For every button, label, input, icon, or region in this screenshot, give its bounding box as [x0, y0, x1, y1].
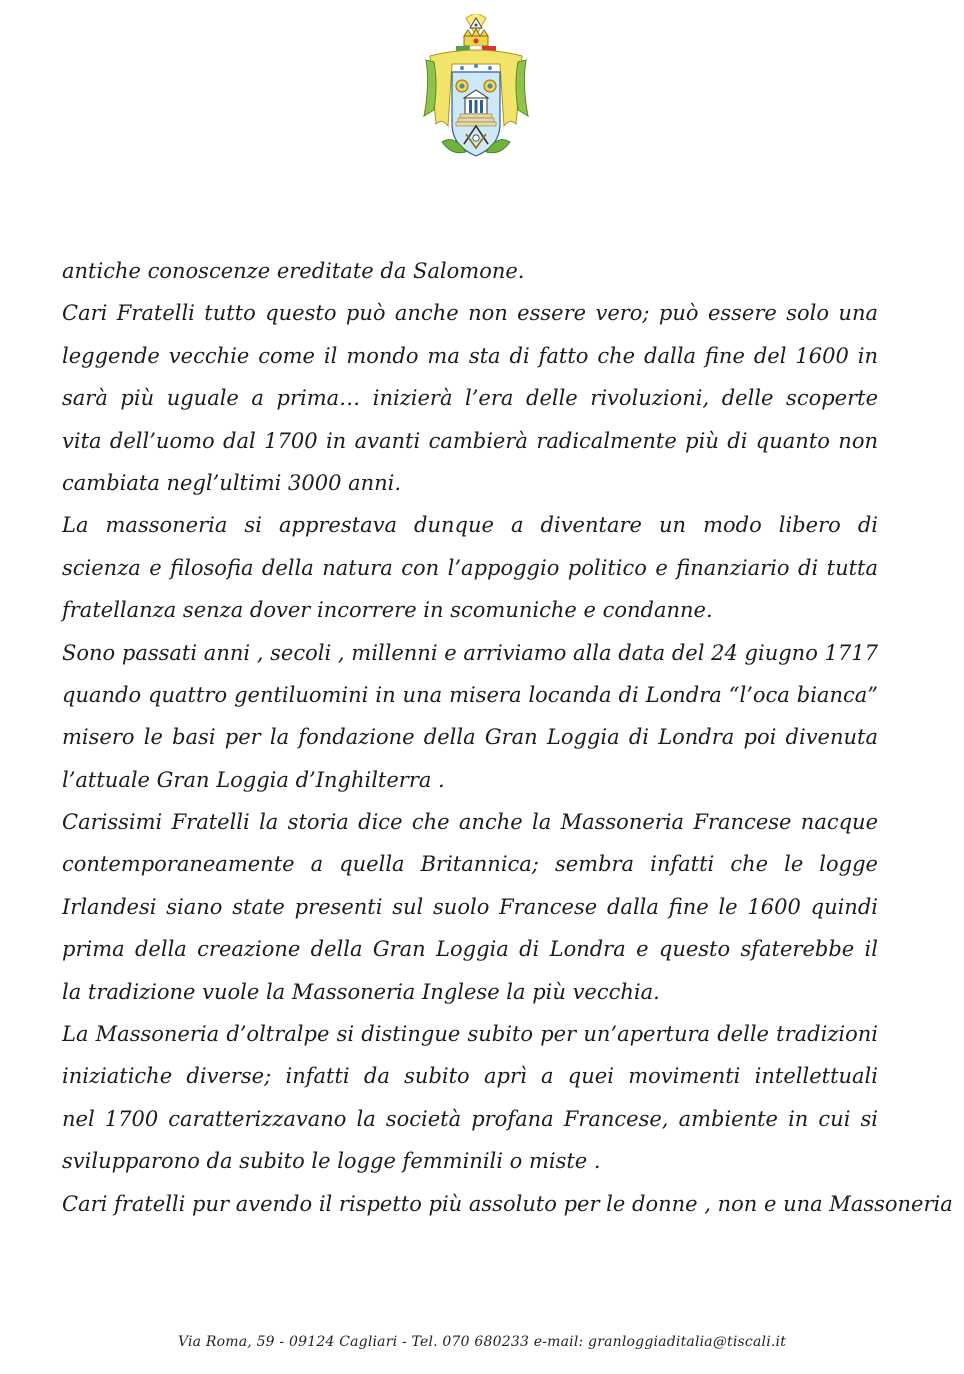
letter-line: iniziatiche diverse; infatti da subito aprì a quei movimenti intellettuali	[62, 1064, 878, 1089]
letter-line: leggende vecchie come il mondo ma sta di fatto che dalla fine del 1600 in	[62, 343, 878, 368]
letter-line: quando quattro gentiluomini in una misera locanda di Londra “l’oca bianca”	[62, 682, 878, 707]
letter-line: vita dell’uomo dal 1700 in avanti cambierà radicalmente più di quanto non	[62, 428, 878, 453]
letter-line: La Massoneria d’oltralpe si distingue subito per un’apertura delle tradizioni	[62, 1022, 878, 1047]
letter-line: svilupparono da subito le logge femminili o miste .	[62, 1149, 601, 1174]
letter-line: la tradizione vuole la Massoneria Inglese la più vecchia.	[62, 979, 660, 1004]
letter-line: Cari Fratelli tutto questo può anche non essere vero; può essere solo una	[62, 301, 878, 326]
letter-line: fratellanza senza dover incorrere in scomuniche e condanne.	[62, 598, 713, 623]
letter-line: Carissimi Fratelli la storia dice che anche la Massoneria Francese nacque	[62, 810, 878, 835]
letter-line: prima della creazione della Gran Loggia di Londra e questo sfaterebbe il	[62, 937, 878, 962]
masonic-emblem-icon	[420, 14, 532, 166]
letter-body	[62, 250, 953, 1225]
letter-line: Cari fratelli pur avendo il rispetto più assoluto per le donne , non e una Massoneria	[62, 1191, 953, 1216]
letter-line: contemporaneamente a quella Britannica; sembra infatti che le logge	[62, 852, 878, 877]
letter-line: Sono passati anni , secoli , millenni e arriviamo alla data del 24 giugno 1717	[62, 640, 878, 665]
letter-line: La massoneria si apprestava dunque a diventare un modo libero di	[62, 513, 878, 538]
letter-line: sarà più uguale a prima… inizierà l’era delle rivoluzioni, delle scoperte	[62, 386, 878, 411]
letter-line: Irlandesi siano state presenti sul suolo Francese dalla fine le 1600 quindi	[62, 894, 878, 919]
letter-line: nel 1700 caratterizzavano la società profana Francese, ambiente in cui si	[62, 1106, 878, 1131]
letter-line: antiche conoscenze ereditate da Salomone.	[62, 259, 525, 283]
letter-line: misero le basi per la fondazione della Gran Loggia di Londra poi divenuta	[62, 725, 878, 750]
letter-line: scienza e filosofia della natura con l’appoggio politico e finanziario di tutta	[62, 555, 878, 580]
letter-line: cambiata negl’ultimi 3000 anni.	[62, 470, 402, 495]
letter-line: l’attuale Gran Loggia d’Inghilterra .	[62, 767, 445, 792]
letterhead-footer: Via Roma, 59 - 09124 Cagliari - Tel. 070 680233 e-mail: granloggiaditalia@tiscali.it	[177, 1334, 787, 1350]
